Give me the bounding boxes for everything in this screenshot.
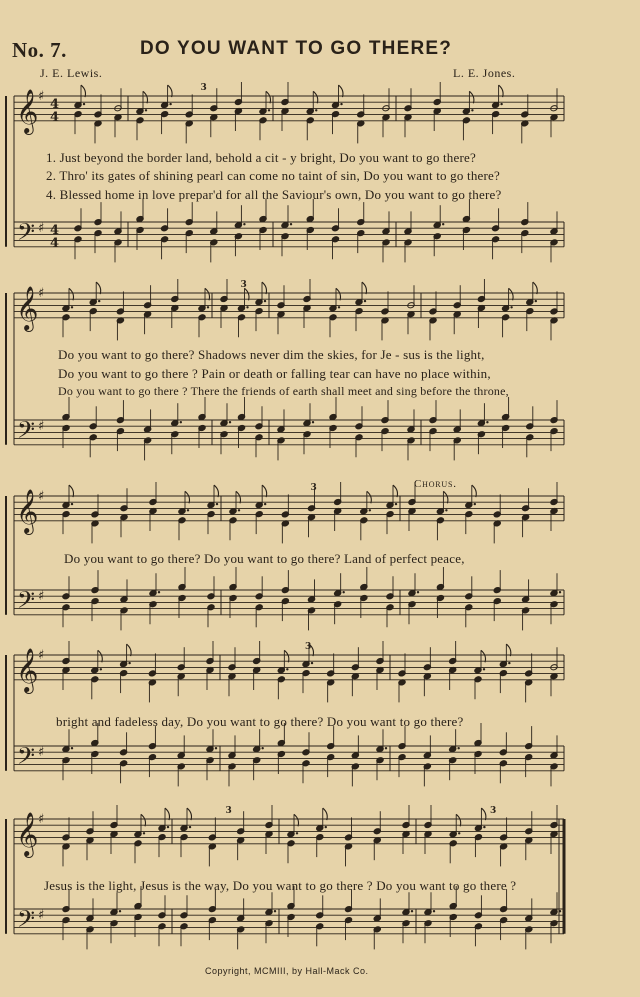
dot xyxy=(290,223,292,225)
bass-clef-icon: 𝄢 xyxy=(17,586,36,619)
dot xyxy=(167,826,169,828)
sharp-sign-icon: ♯ xyxy=(38,812,45,827)
note-flag xyxy=(141,814,146,826)
dot xyxy=(207,306,209,308)
time-signature: 4 xyxy=(50,223,60,238)
note-flag xyxy=(509,288,513,300)
note-flag xyxy=(443,491,448,503)
dot xyxy=(264,300,266,302)
time-signature: 4 xyxy=(50,236,60,251)
dot xyxy=(433,910,435,912)
sharp-sign-icon: ♯ xyxy=(38,648,45,663)
dot xyxy=(187,509,189,511)
note-flag xyxy=(214,485,219,497)
dot xyxy=(395,503,397,505)
treble-clef-icon: 𝄞 xyxy=(16,286,39,330)
note-flag xyxy=(96,282,101,294)
bass-clef-icon: 𝄢 xyxy=(17,218,36,251)
dot xyxy=(169,103,171,105)
hymn-number: No. 7. xyxy=(12,38,67,62)
note-flag xyxy=(262,485,267,497)
note-flag xyxy=(456,814,461,826)
bass-clef-icon: 𝄢 xyxy=(17,416,36,449)
dot xyxy=(189,826,191,828)
dot xyxy=(180,421,182,423)
sharp-sign-icon: ♯ xyxy=(38,419,45,434)
dot xyxy=(286,668,288,670)
note-flag xyxy=(336,288,341,300)
dot xyxy=(71,747,73,749)
note-flag xyxy=(533,282,538,294)
lyric-line: bright and fadeless day, Do you want to go there? Do you want to go there? xyxy=(56,714,464,729)
lyric-line: 2. Thro' its gates of shining pearl can come no taint of sin, Do you want to go there? xyxy=(46,168,500,183)
dot xyxy=(83,103,85,105)
note-flag xyxy=(266,91,271,103)
lyricist-credit: J. E. Lewis. xyxy=(40,66,103,80)
note-flag xyxy=(284,650,289,662)
note-flag xyxy=(472,485,477,497)
triplet-mark: 3 xyxy=(310,483,317,493)
dot xyxy=(145,109,147,111)
lyric-line: Jesus is the light, Jesus is the way, Do you want to go there ? Do you want to go there ? xyxy=(44,878,517,893)
dot xyxy=(243,223,245,225)
note-flag xyxy=(185,491,190,503)
treble-clef-icon: 𝄞 xyxy=(16,489,39,533)
dot xyxy=(340,103,342,105)
dot xyxy=(508,662,510,664)
triplet-mark: 3 xyxy=(305,642,312,652)
dot xyxy=(442,223,444,225)
dot xyxy=(500,103,502,105)
dot xyxy=(246,306,248,308)
treble-clef-icon: 𝄞 xyxy=(16,648,39,692)
note-flag xyxy=(393,485,398,497)
dot xyxy=(261,747,263,749)
sharp-sign-icon: ♯ xyxy=(38,89,45,104)
note-flag xyxy=(339,85,344,97)
note-flag xyxy=(165,808,170,820)
dot xyxy=(342,591,344,593)
dot xyxy=(411,910,413,912)
note-flag xyxy=(294,814,299,826)
dot xyxy=(312,421,314,423)
time-signature: 4 xyxy=(50,97,60,112)
lyric-line: 1. Just beyond the border land, behold a cit - y bright, Do you want to go there? xyxy=(46,150,476,165)
triplet-mark: 3 xyxy=(225,806,232,816)
dot xyxy=(100,668,102,670)
dot xyxy=(216,503,218,505)
dot xyxy=(445,509,447,511)
note-flag xyxy=(262,282,267,294)
dot xyxy=(71,503,73,505)
sharp-sign-icon: ♯ xyxy=(38,908,45,923)
note-flag xyxy=(323,808,328,820)
dot xyxy=(483,668,485,670)
dot xyxy=(369,509,371,511)
dot xyxy=(325,826,327,828)
dot xyxy=(457,747,459,749)
sharp-sign-icon: ♯ xyxy=(38,745,45,760)
triplet-mark: 3 xyxy=(240,280,247,290)
bass-clef-icon: 𝄢 xyxy=(17,905,36,938)
note-flag xyxy=(481,650,486,662)
dot xyxy=(215,747,217,749)
composer-credit: L. E. Jones. xyxy=(453,66,516,80)
dot xyxy=(474,503,476,505)
dot xyxy=(71,306,73,308)
dot xyxy=(535,300,537,302)
sharp-sign-icon: ♯ xyxy=(38,221,45,236)
note-flag xyxy=(481,808,486,820)
note-flag xyxy=(362,282,367,294)
dot xyxy=(128,662,130,664)
dot xyxy=(471,109,473,111)
note-flag xyxy=(69,288,74,300)
time-signature: 4 xyxy=(50,110,60,125)
dot xyxy=(510,306,512,308)
dot xyxy=(483,826,485,828)
note-flag xyxy=(236,491,241,503)
dot xyxy=(229,421,231,423)
dot xyxy=(268,109,270,111)
note-flag xyxy=(69,485,74,497)
dot xyxy=(119,910,121,912)
dot xyxy=(311,662,313,664)
lyric-line: Do you want to go there? Shadows never dim the skies, for Je - sus is the light, xyxy=(58,347,485,362)
dot xyxy=(364,300,366,302)
note-flag xyxy=(127,644,132,656)
dot xyxy=(296,832,298,834)
note-flag xyxy=(187,808,192,820)
lyric-line: Do you want to go there ? Pain or death or falling tear can have no place within, xyxy=(58,366,491,381)
note-flag xyxy=(367,491,372,503)
note-flag xyxy=(506,644,511,656)
treble-clef-icon: 𝄞 xyxy=(16,812,39,856)
lyric-line: Do you want to go there ? There the friends of earth shall meet and sing before the throne, xyxy=(58,384,509,398)
dot xyxy=(486,421,488,423)
note-flag xyxy=(81,85,86,97)
dot xyxy=(559,591,561,593)
dot xyxy=(264,503,266,505)
dot xyxy=(143,832,145,834)
note-flag xyxy=(245,288,250,300)
chorus-label: Chorus. xyxy=(414,478,457,490)
note-flag xyxy=(205,288,210,300)
sharp-sign-icon: ♯ xyxy=(38,589,45,604)
lyric-line: Do you want to go there? Do you want to go there? Land of perfect peace, xyxy=(64,551,465,566)
bass-clef-icon: 𝄢 xyxy=(17,742,36,775)
triplet-mark: 3 xyxy=(200,83,207,93)
treble-clef-icon: 𝄞 xyxy=(16,89,39,133)
dot xyxy=(417,591,419,593)
dot xyxy=(559,910,561,912)
dot xyxy=(158,591,160,593)
sharp-sign-icon: ♯ xyxy=(38,489,45,504)
lyric-line: 4. Blessed home in love prepar'd for all the Saviour's own, Do you want to go there? xyxy=(46,187,502,202)
dot xyxy=(238,509,240,511)
copyright-notice: Copyright, MCMIII, by Hall-Mack Co. xyxy=(205,966,369,976)
note-flag xyxy=(143,91,148,103)
dot xyxy=(98,300,100,302)
sharp-sign-icon: ♯ xyxy=(38,286,45,301)
dot xyxy=(458,832,460,834)
dot xyxy=(274,910,276,912)
note-flag xyxy=(98,650,103,662)
dot xyxy=(338,306,340,308)
note-flag xyxy=(469,91,474,103)
note-flag xyxy=(313,91,318,103)
hymn-title: DO YOU WANT TO GO THERE? xyxy=(140,38,453,59)
note-flag xyxy=(499,85,504,97)
note-flag xyxy=(168,85,173,97)
dot xyxy=(385,747,387,749)
dot xyxy=(315,109,317,111)
triplet-mark: 3 xyxy=(490,806,497,816)
